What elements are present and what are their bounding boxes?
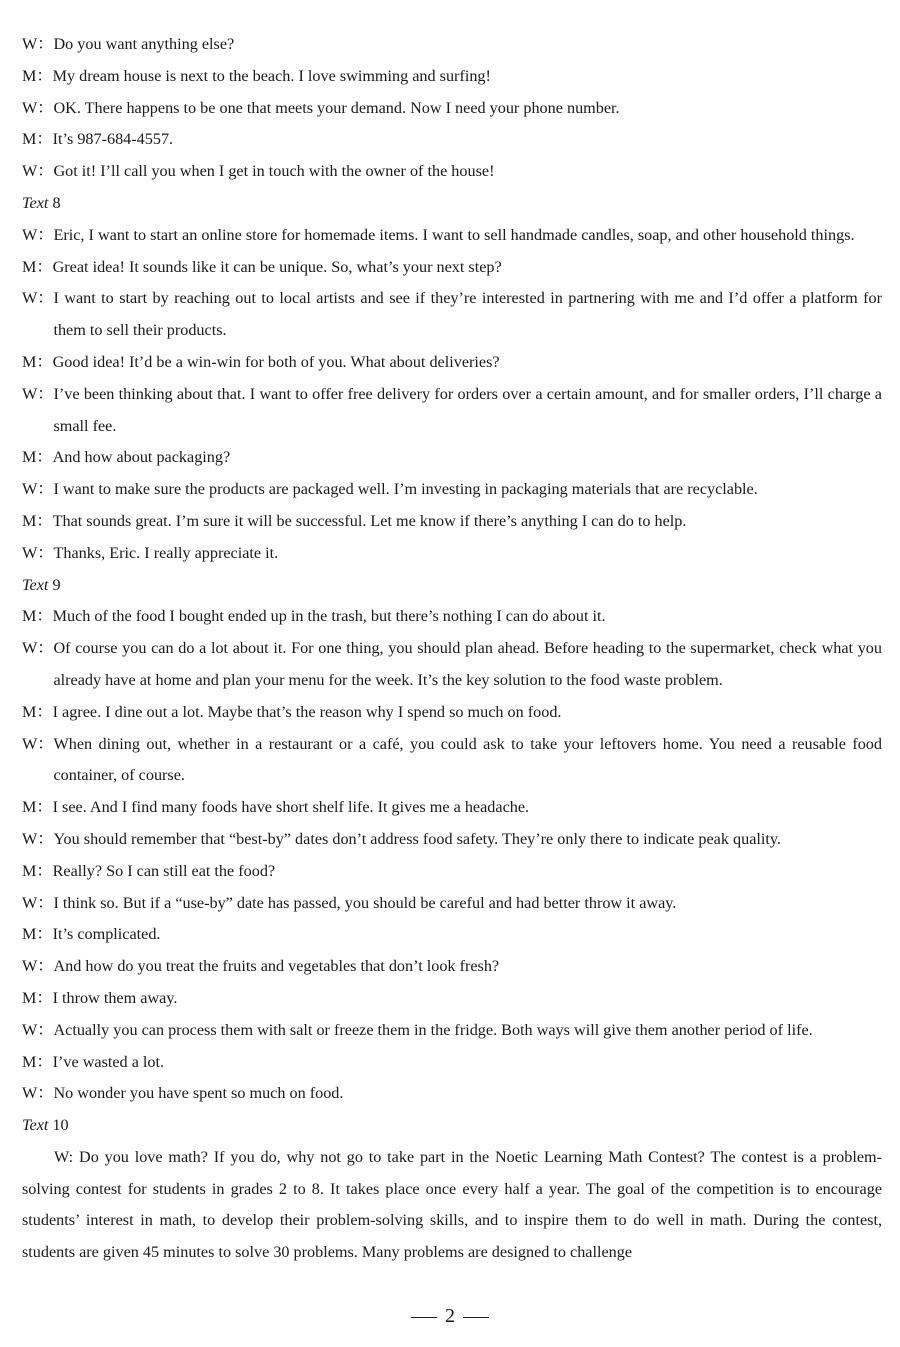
text-section-heading [22, 1110, 882, 1142]
page-footer [0, 1302, 900, 1330]
speaker-label: M： [22, 352, 53, 371]
dialogue-line [22, 792, 882, 824]
dialogue-line [22, 538, 882, 570]
dialogue-text: Great idea! It sounds like it can be unique. So, what’s your next step? [52, 257, 502, 276]
speaker-label: M： [22, 988, 53, 1007]
dialogue-line [22, 29, 882, 61]
speaker-label: W： [22, 480, 54, 499]
dialogue-line [22, 729, 882, 793]
dialogue-line [22, 379, 882, 443]
dialogue-text: I think so. But if a “use-by” date has passed, you should be careful and had better throw it away. [53, 893, 677, 912]
dialogue-text: No wonder you have spent so much on food. [53, 1084, 344, 1103]
speaker-label: M： [22, 861, 53, 880]
dialogue-text: Got it! I’ll call you when I get in touch with the owner of the house! [53, 162, 495, 181]
dialogue-text: It’s 987-684-4557. [52, 130, 174, 149]
heading-label: Text [22, 1116, 49, 1135]
dialogue-line [22, 93, 882, 125]
dialogue-text: I see. And I find many foods have short shelf life. It gives me a headache. [52, 798, 530, 817]
dialogue-text: It’s complicated. [52, 925, 161, 944]
dialogue-line [22, 856, 882, 888]
speaker-label: W： [22, 1084, 54, 1103]
dialogue-line [22, 156, 882, 188]
speaker-label: W： [22, 734, 54, 753]
speaker-label: W： [22, 893, 54, 912]
monologue-paragraph: W: Do you love math? If you do, why not go to take part in the Noetic Learning Math Contest? The contest is a problem-solving contest for students in grades 2 to 8. It takes place once every half a year. The goal of the competition is to encourage students’ interest in math, to develop their problem-solving skills, and to inspire them to do well in math. During the contest, students are given 45 minutes to solve 30 problems. Many problems are designed to challenge [22, 1147, 882, 1262]
dialogue-line [22, 1047, 882, 1079]
dialogue-text: Thanks, Eric. I really appreciate it. [53, 543, 279, 562]
dialogue-line [22, 1078, 882, 1110]
footer-dash-right [463, 1317, 489, 1318]
heading-number: 8 [52, 193, 61, 212]
text-section-heading [22, 570, 882, 602]
dialogue-text: Good idea! It’d be a win-win for both of you. What about deliveries? [52, 352, 500, 371]
speaker-label: M： [22, 702, 53, 721]
dialogue-line [22, 1015, 882, 1047]
dialogue-text: Do you want anything else? [53, 35, 235, 53]
dialogue-text: My dream house is next to the beach. I love swimming and surfing! [52, 66, 491, 85]
transcript-page [22, 29, 882, 1269]
dialogue-line [22, 633, 882, 697]
dialogue-line [22, 697, 882, 729]
speaker-label: W： [22, 639, 54, 658]
speaker-label: W： [22, 162, 54, 181]
heading-number: 10 [52, 1116, 69, 1135]
dialogue-text: OK. There happens to be one that meets your demand. Now I need your phone number. [53, 98, 620, 117]
dialogue-text: Of course you can do a lot about it. For one thing, you should plan ahead. Before heading to the supermarket, check what you already have at home and plan your menu for the week. It’s the key solution to the food waste problem. [53, 639, 882, 689]
dialogue-line [22, 506, 882, 538]
dialogue-text: That sounds great. I’m sure it will be successful. Let me know if there’s anything I can do to help. [52, 511, 687, 530]
dialogue-text: I want to start by reaching out to local artists and see if they’re interested in partnering with me and I’d offer a platform for them to sell their products. [53, 289, 882, 340]
speaker-label: W： [22, 35, 54, 53]
heading-number: 9 [52, 575, 61, 594]
speaker-label: M： [22, 607, 53, 626]
dialogue-line [22, 919, 882, 951]
speaker-label: M： [22, 448, 53, 467]
speaker-label: W： [22, 957, 54, 976]
dialogue-text: I agree. I dine out a lot. Maybe that’s the reason why I spend so much on food. [52, 702, 562, 721]
speaker-label: W： [22, 225, 54, 244]
dialogue-text: When dining out, whether in a restaurant or a café, you could ask to take your leftovers home. You need a reusable food container, of course. [53, 734, 882, 785]
speaker-label: W： [22, 829, 54, 848]
speaker-label: W： [22, 98, 54, 117]
speaker-label: W： [22, 543, 54, 562]
dialogue-line [22, 474, 882, 506]
dialogue-line [22, 124, 882, 156]
dialogue-text: Really? So I can still eat the food? [52, 861, 276, 880]
dialogue-text: I throw them away. [52, 988, 178, 1007]
dialogue-text: Eric, I want to start an online store for homemade items. I want to sell handmade candles, soap, and other household things. [53, 225, 855, 244]
text-section-heading [22, 188, 882, 220]
speaker-label: W： [22, 289, 54, 308]
dialogue-text: I’ve been thinking about that. I want to offer free delivery for orders over a certain amount, and for smaller orders, I’ll charge a small fee. [53, 384, 882, 435]
dialogue-text: And how do you treat the fruits and vegetables that don’t look fresh? [53, 957, 500, 976]
dialogue-text: I want to make sure the products are packaged well. I’m investing in packaging materials that are recyclable. [53, 480, 758, 499]
dialogue-text: Much of the food I bought ended up in the trash, but there’s nothing I can do about it. [52, 607, 606, 626]
dialogue-line [22, 983, 882, 1015]
dialogue-text: I’ve wasted a lot. [52, 1052, 165, 1071]
dialogue-line [22, 283, 882, 347]
heading-label: Text [22, 193, 49, 212]
speaker-label: M： [22, 257, 53, 276]
footer-dash-left [411, 1317, 437, 1318]
speaker-label: M： [22, 1052, 53, 1071]
dialogue-line [22, 220, 882, 252]
dialogue-line [22, 442, 882, 474]
speaker-label: W： [22, 1020, 54, 1039]
dialogue-line [22, 347, 882, 379]
page-number: 2 [445, 1305, 455, 1327]
dialogue-line [22, 888, 882, 920]
dialogue-line [22, 61, 882, 93]
speaker-label: M： [22, 925, 53, 944]
dialogue-text: You should remember that “best-by” dates don’t address food safety. They’re only there to indicate peak quality. [53, 829, 781, 848]
dialogue-text: Actually you can process them with salt or freeze them in the fridge. Both ways will give them another period of life. [53, 1020, 813, 1039]
speaker-label: M： [22, 798, 53, 817]
speaker-label: W： [22, 384, 54, 403]
speaker-label: M： [22, 66, 53, 85]
speaker-label: M： [22, 511, 53, 530]
dialogue-text: And how about packaging? [52, 448, 231, 467]
heading-label: Text [22, 575, 49, 594]
dialogue-line [22, 252, 882, 284]
dialogue-line [22, 601, 882, 633]
dialogue-line [22, 824, 882, 856]
dialogue-line [22, 951, 882, 983]
speaker-label: M： [22, 130, 53, 149]
